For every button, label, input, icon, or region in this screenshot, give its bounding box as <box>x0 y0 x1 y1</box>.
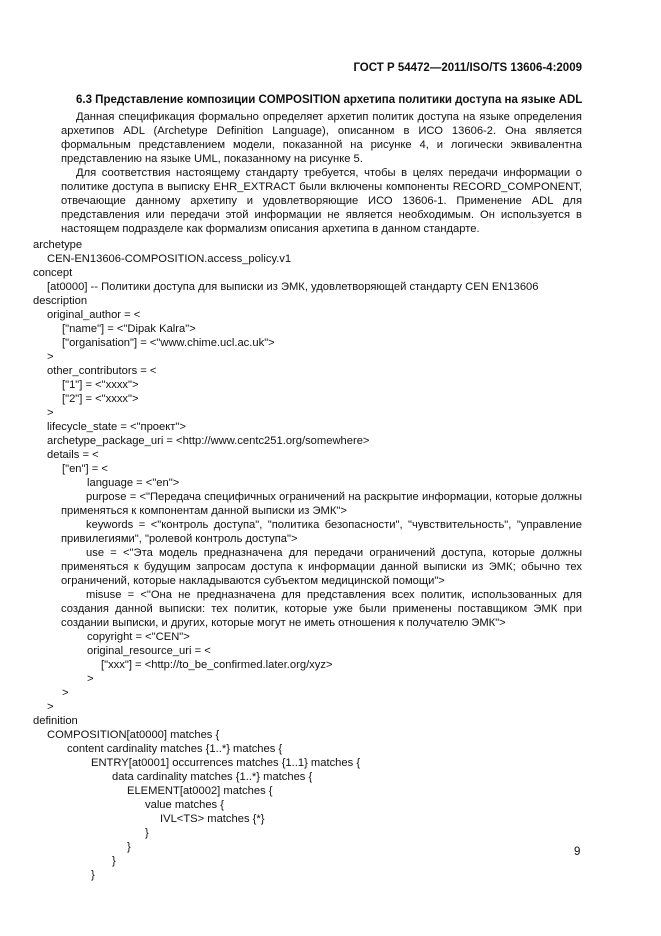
adl-line: IVL<TS> matches {*} <box>160 813 265 825</box>
adl-line: description <box>33 295 88 307</box>
page-number: 9 <box>574 846 581 858</box>
adl-line: archetype_package_uri = <http://www.centc251.org/somewhere> <box>47 435 370 447</box>
adl-misuse: misuse = <"Она не предназначена для представления всех политик, использованных для создания данной выписки: тех политик, которые уже были применены поставщиком ЭМК при создании выписки, и других, которые могут не иметь отношения к получателю ЭМК"> <box>61 589 582 629</box>
paragraph-intro: Данная спецификация формально определяет архетип политик доступа на языке определения архетипов ADL (Archetype Definition Language), описанном в ИСО 13606-2. Она является формальным представлением модели, показанной на рисунке 4, и логически эквивалентна представлению на языке UML, показанному на рисунке 5. <box>61 111 582 165</box>
adl-line: > <box>47 351 54 363</box>
paragraph-conformance: Для соответствия настоящему стандарту требуется, чтобы в целях передачи информации о политике доступа в выписку EHR_EXTRACT были включены компоненты RECORD_COMPONENT, отвечающие данному архетипу и удовлетворяющие ИСО 13606-1. Применение ADL для представления или передачи этой информации не является необходимым. Он используется в настоящем подразделе как формализм описания архетипа в данном стандарте. <box>61 167 582 235</box>
adl-line: [at0000] -- Политики доступа для выписки из ЭМК, удовлетворяющей стандарту CEN EN13606 <box>47 281 539 293</box>
adl-purpose: purpose = <"Передача специфичных ограничений на раскрытие информации, которые должны применяться к компонентам данной выписки из ЭМК"> <box>61 491 582 517</box>
adl-line: > <box>47 407 54 419</box>
adl-line: > <box>62 687 69 699</box>
adl-line: content cardinality matches {1..*} matches { <box>67 743 283 755</box>
adl-line: > <box>47 701 54 713</box>
adl-use: use = <"Эта модель предназначена для передачи ограничений доступа, которые должны применяться к будущим запросам доступа к информации данной выписки из ЭМК; обычно тех ограничений, которые накладываются субъектом медицинской помощи"> <box>61 547 582 587</box>
adl-line: } <box>112 855 116 867</box>
adl-line: copyright = <"CEN"> <box>87 631 190 643</box>
adl-line: value matches { <box>145 799 224 811</box>
adl-line: } <box>91 869 95 881</box>
adl-line: } <box>127 841 131 853</box>
adl-line: definition <box>33 715 78 727</box>
adl-keywords: keywords = <"контроль доступа", "политика безопасности", "чувствительность", "управление привилегиями", "ролевой контроль доступа"> <box>61 519 582 545</box>
adl-line: CEN-EN13606-COMPOSITION.access_policy.v1 <box>47 253 292 265</box>
adl-line: language = <"en"> <box>87 477 180 489</box>
adl-line: ELEMENT[at0002] matches { <box>127 785 273 797</box>
adl-line: original_resource_uri = < <box>87 645 211 657</box>
section-heading: 6.3 Представление композиции COMPOSITION архетипа политики доступа на языке ADL <box>76 94 583 106</box>
adl-line: original_author = < <box>47 309 141 321</box>
adl-line: other_contributors = < <box>47 365 157 377</box>
adl-line: > <box>87 673 94 685</box>
adl-line: ["en"] = < <box>62 463 108 475</box>
adl-line: ["1"] = <"xxxx"> <box>62 379 139 391</box>
adl-line: details = < <box>47 449 99 461</box>
adl-line: ["organisation"] = <"www.chime.ucl.ac.uk"> <box>62 337 275 349</box>
adl-line: ["xxx"] = <http://to_be_confirmed.later.org/xyz> <box>101 659 333 671</box>
adl-line: ["2"] = <"xxxx"> <box>62 393 139 405</box>
adl-line: ["name"] = <"Dipak Kalra"> <box>62 323 196 335</box>
adl-line: } <box>145 827 149 839</box>
adl-line: lifecycle_state = <"проект"> <box>47 421 186 433</box>
adl-line: COMPOSITION[at0000] matches { <box>47 729 220 741</box>
adl-line: archetype <box>33 239 83 251</box>
adl-line: data cardinality matches {1..*} matches { <box>112 771 313 783</box>
document-header: ГОСТ Р 54472—2011/ISO/TS 13606-4:2009 <box>353 62 582 74</box>
adl-line: concept <box>33 267 73 279</box>
adl-line: ENTRY[at0001] occurrences matches {1..1} matches { <box>91 757 361 769</box>
